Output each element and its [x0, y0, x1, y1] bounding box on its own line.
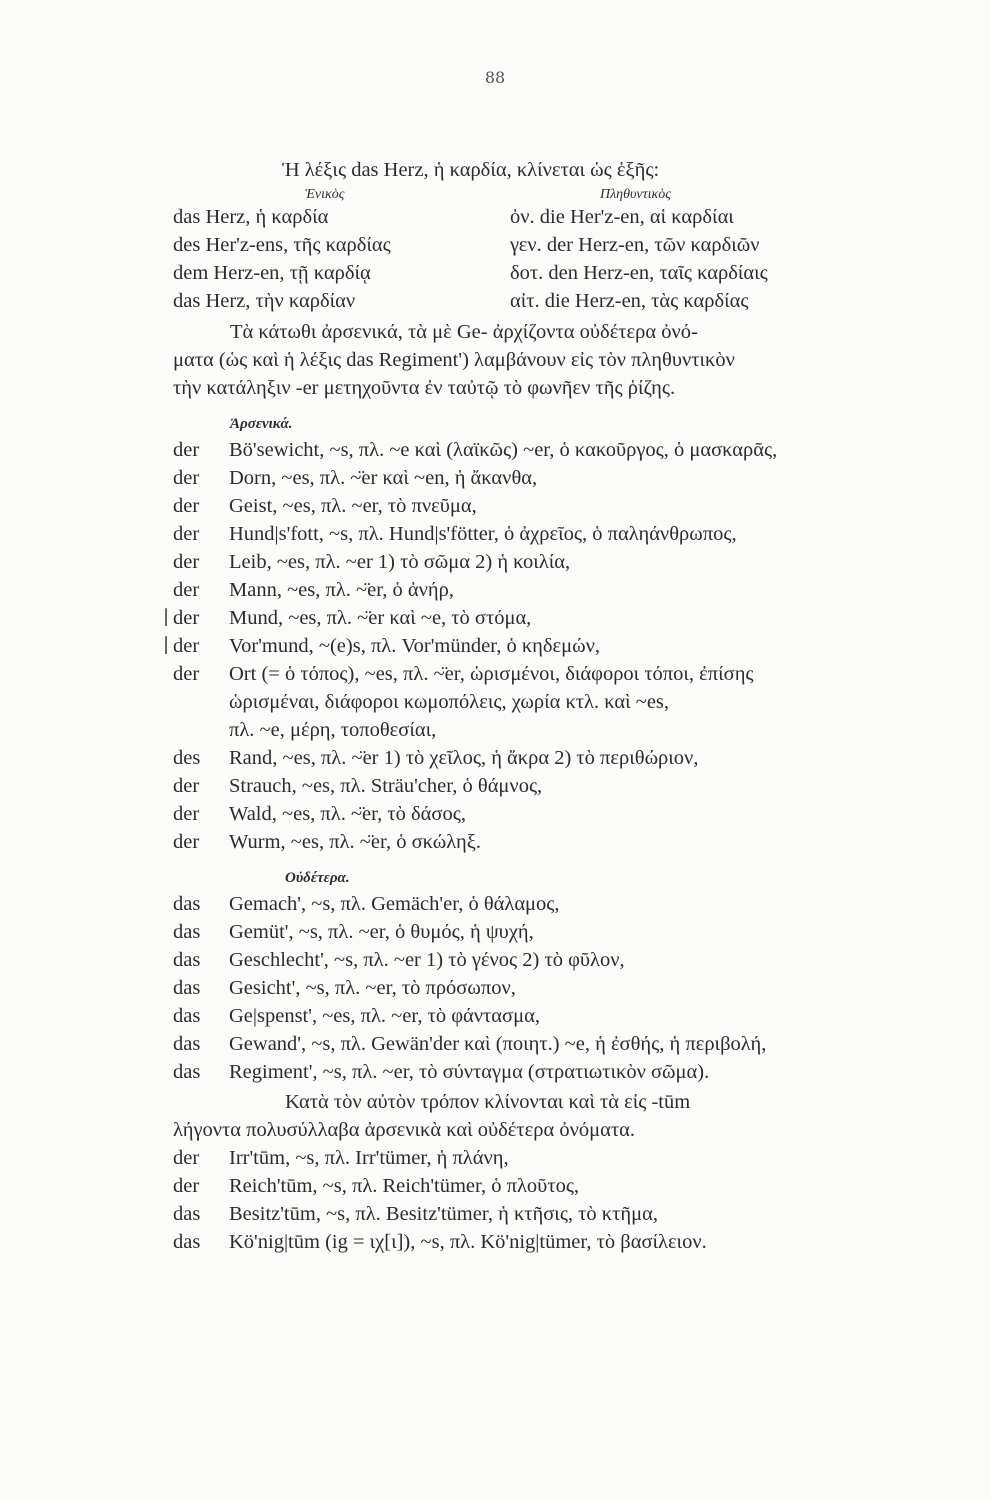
- entry-text: Rand, ~es, πλ. ~̈er 1) τὸ χεῖλος, ἡ ἄκρα 2) τὸ περιθώριον,: [229, 747, 699, 769]
- paragraph-line: Τὰ κάτωθι ἀρσενικά, τὰ μὲ Ge- ἀρχίζοντα οὐδέτερα ὀνό-: [230, 321, 698, 343]
- entry-article: der: [173, 831, 200, 853]
- entry-row: [173, 976, 516, 1000]
- entry-text: Hund|s'fott, ~s, πλ. Hund|s'fötter, ὁ ἀχρεῖος, ὁ παληάνθρωπος,: [229, 523, 737, 545]
- entry-row: [173, 1174, 579, 1198]
- bracket-mark: |: [163, 634, 170, 655]
- entry-article: das: [173, 1231, 201, 1253]
- entry-text: Ort (= ὁ τόπος), ~es, πλ. ~̈er, ὡρισμένοι, διάφοροι τόποι, ἐπίσης: [229, 663, 754, 685]
- entry-text: Gewand', ~s, πλ. Gewän'der καὶ (ποιητ.) ~e, ἡ ἐσθής, ἡ περιβολή,: [229, 1033, 767, 1055]
- entry-row: [173, 948, 625, 972]
- intro-line: Ἡ λέξις das Herz, ἡ καρδία, κλίνεται ὡς ἑξῆς:: [282, 159, 660, 181]
- entry-text: Vor'mund, ~(e)s, πλ. Vor'münder, ὁ κηδεμών,: [229, 635, 601, 657]
- entry-row: [173, 1202, 658, 1226]
- entry-article: der: [173, 635, 200, 657]
- entry-text: Gesicht', ~s, πλ. ~er, τὸ πρόσωπον,: [229, 977, 516, 999]
- entry-row: [173, 466, 537, 490]
- entry-article: das: [173, 921, 201, 943]
- entry-text: Besitz'tūm, ~s, πλ. Besitz'tümer, ἡ κτῆσις, τὸ κτῆμα,: [229, 1203, 658, 1225]
- entry-article: der: [173, 439, 200, 461]
- entry-article: das: [173, 977, 201, 999]
- entry-row: [173, 1146, 509, 1170]
- entry-article: der: [173, 607, 200, 629]
- entry-row: [173, 920, 534, 944]
- entry-row: [173, 550, 570, 574]
- entry-row: [173, 802, 466, 826]
- entry-article: das: [173, 1203, 201, 1225]
- entry-text: Wurm, ~es, πλ. ~̈er, ὁ σκώληξ.: [229, 831, 482, 853]
- plural-row: γεν. der Herz-en, τῶν καρδιῶν: [510, 234, 760, 256]
- singular-row: des Her'z-ens, τῆς καρδίας: [173, 234, 391, 256]
- entry-row: [173, 892, 560, 916]
- entry-row: [173, 522, 737, 546]
- singular-row: dem Herz-en, τῇ καρδίᾳ: [173, 262, 371, 284]
- plural-heading: Πληθυντικὸς: [600, 187, 671, 202]
- entry-article: der: [173, 775, 200, 797]
- entry-row: [173, 578, 454, 602]
- entry-text: Strauch, ~es, πλ. Sträu'cher, ὁ θάμνος,: [229, 775, 543, 797]
- paragraph-line: τὴν κατάληξιν -er μετηχοῦντα ἐν ταὐτῷ τὸ φωνῆεν τῆς ῥίζης.: [173, 377, 676, 399]
- entry-row: [173, 494, 477, 518]
- neuter-heading: Οὐδέτερα.: [285, 870, 350, 886]
- entry-continuation: ὡρισμέναι, διάφοροι κωμοπόλεις, χωρία κτλ. καὶ ~es,: [229, 691, 670, 713]
- entry-text: Kö'nig|tūm (ig = ιχ[ι]), ~s, πλ. Kö'nig|tümer, τὸ βασίλειον.: [229, 1231, 707, 1253]
- entry-row: [173, 606, 531, 630]
- entry-row: [173, 1004, 540, 1028]
- singular-row: das Herz, ἡ καρδία: [173, 206, 329, 228]
- entry-article: das: [173, 1061, 201, 1083]
- entry-text: Regiment', ~s, πλ. ~er, τὸ σύνταγμα (στρατιωτικὸν σῶμα).: [229, 1061, 710, 1083]
- bracket-mark: |: [163, 606, 170, 627]
- entry-row: [173, 438, 777, 462]
- entry-text: Mann, ~es, πλ. ~̈er, ὁ ἀνήρ,: [229, 579, 454, 601]
- entry-article: der: [173, 663, 200, 685]
- entry-text: Dorn, ~es, πλ. ~̈er καὶ ~en, ἡ ἄκανθα,: [229, 467, 538, 489]
- page-number: 88: [484, 68, 506, 87]
- entry-article: der: [173, 495, 200, 517]
- singular-heading: Ἑνικὸς: [305, 187, 345, 202]
- entry-text: Irr'tūm, ~s, πλ. Irr'tümer, ἡ πλάνη,: [229, 1147, 509, 1169]
- masculine-heading: Ἀρσενικά.: [230, 416, 293, 432]
- entry-article: das: [173, 949, 201, 971]
- entry-row: [173, 830, 481, 854]
- singular-row: das Herz, τὴν καρδίαν: [173, 290, 356, 312]
- entry-article: der: [173, 1147, 200, 1169]
- entry-article: der: [173, 1175, 200, 1197]
- entry-article: das: [173, 893, 201, 915]
- entry-row: [173, 746, 698, 770]
- entry-row: [173, 774, 542, 798]
- entry-row: [173, 634, 600, 658]
- plural-row: δοτ. den Herz-en, ταῖς καρδίαις: [510, 262, 768, 284]
- paragraph-line: λήγοντα πολυσύλλαβα ἀρσενικὰ καὶ οὐδέτερα ὀνόματα.: [173, 1119, 635, 1141]
- entry-row: [173, 1230, 707, 1254]
- entry-article: der: [173, 467, 200, 489]
- entry-row: [173, 1032, 766, 1056]
- entry-article: der: [173, 523, 200, 545]
- entry-row: [173, 1060, 709, 1084]
- paragraph-line: ματα (ὡς καὶ ἡ λέξις das Regiment') λαμβάνουν εἰς τὸν πληθυντικὸν: [173, 349, 735, 371]
- entry-text: Gemüt', ~s, πλ. ~er, ὁ θυμός, ἡ ψυχή,: [229, 921, 534, 943]
- entry-text: Geschlecht', ~s, πλ. ~er 1) τὸ γένος 2) τὸ φῦλον,: [229, 949, 625, 971]
- entry-article: der: [173, 803, 200, 825]
- entry-text: Reich'tūm, ~s, πλ. Reich'tümer, ὁ πλοῦτος,: [229, 1175, 580, 1197]
- plural-row: αἰτ. die Herz-en, τὰς καρδίας: [510, 290, 749, 312]
- entry-text: Geist, ~es, πλ. ~er, τὸ πνεῦμα,: [229, 495, 477, 517]
- plural-row: ὀν. die Her'z-en, αἱ καρδίαι: [510, 206, 734, 228]
- entry-continuation: πλ. ~e, μέρη, τοποθεσίαι,: [229, 719, 437, 741]
- entry-text: Gemach', ~s, πλ. Gemäch'er, ὁ θάλαμος,: [229, 893, 560, 915]
- entry-article: das: [173, 1005, 201, 1027]
- entry-article: des: [173, 747, 201, 769]
- entry-row: [173, 662, 754, 686]
- paragraph-line: Κατὰ τὸν αὐτὸν τρόπον κλίνονται καὶ τὰ εἰς -tūm: [285, 1091, 691, 1113]
- entry-article: der: [173, 551, 200, 573]
- entry-text: Leib, ~es, πλ. ~er 1) τὸ σῶμα 2) ἡ κοιλία,: [229, 551, 571, 573]
- entry-text: Bö'sewicht, ~s, πλ. ~e καὶ (λαϊκῶς) ~er, ὁ κακοῦργος, ὁ μασκαρᾶς,: [229, 439, 778, 461]
- entry-text: Wald, ~es, πλ. ~̈er, τὸ δάσος,: [229, 803, 466, 825]
- entry-text: Ge|spenst', ~es, πλ. ~er, τὸ φάντασμα,: [229, 1005, 540, 1027]
- entry-article: das: [173, 1033, 201, 1055]
- entry-article: der: [173, 579, 200, 601]
- entry-text: Mund, ~es, πλ. ~̈er καὶ ~e, τὸ στόμα,: [229, 607, 532, 629]
